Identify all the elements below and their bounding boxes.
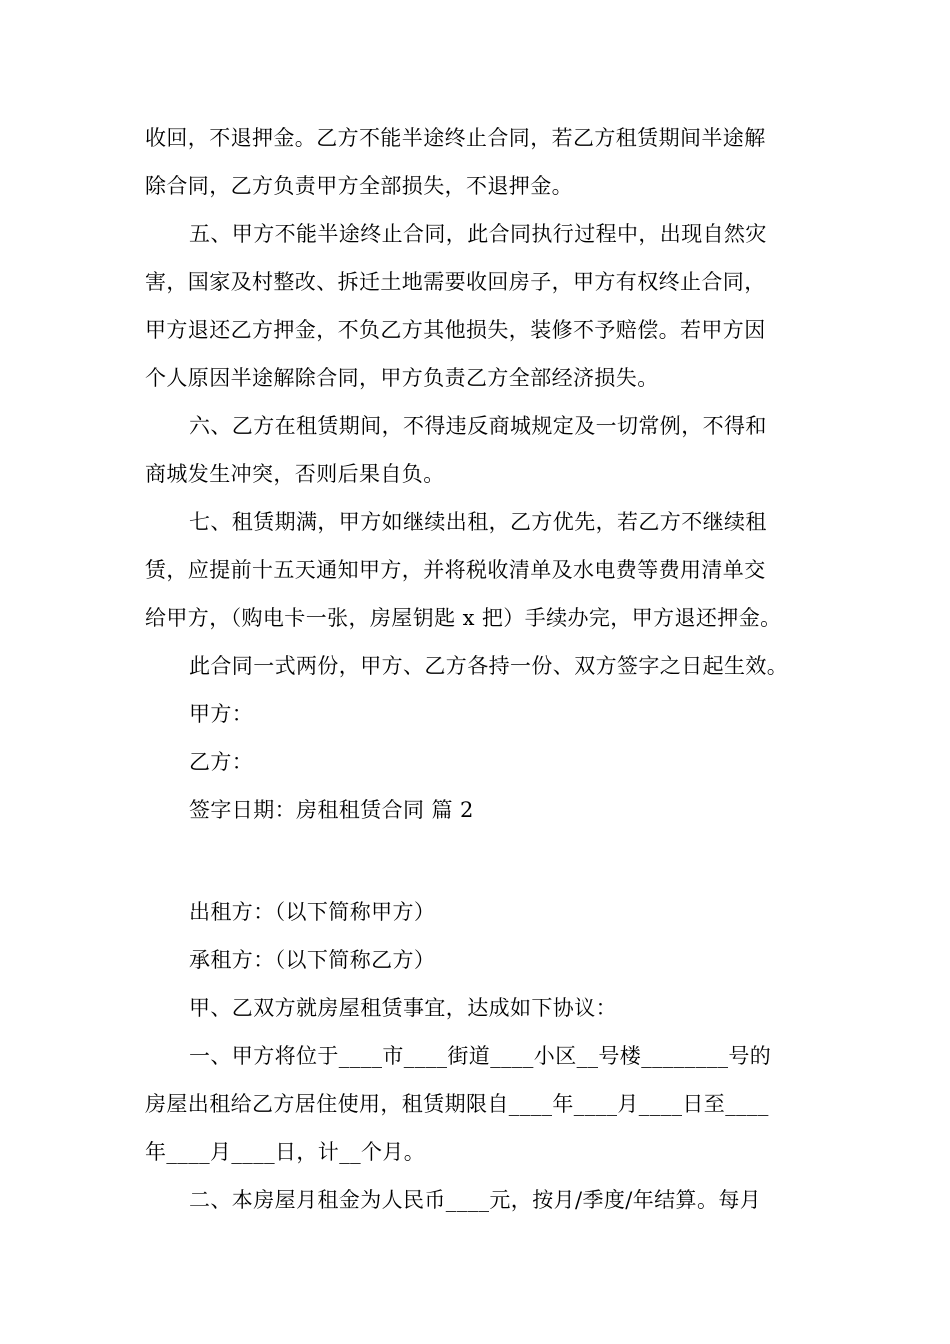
section-spacer (145, 834, 808, 888)
lessor-line: 出租方：（以下简称甲方） (189, 900, 436, 924)
party-b-signature: 乙方： (189, 750, 254, 774)
text-line: 赁，应提前十五天通知甲方，并将税收清单及水电费等费用清单交 (145, 558, 766, 582)
party-a-signature: 甲方： (189, 702, 254, 726)
text-line: 个人原因半途解除合同，甲方负责乙方全部经济损失。 (145, 366, 659, 390)
lessee-line: 承租方：（以下简称乙方） (189, 948, 436, 972)
clause-2-line: 二、本房屋月租金为人民币____元，按月/季度/年结算。每月 (189, 1188, 762, 1212)
clause-6-line: 六、乙方在租赁期间，不得违反商城规定及一切常例，不得和 (189, 414, 767, 438)
text-line: 房屋出租给乙方居住使用，租赁期限自____年____月____日至____ (145, 1092, 769, 1116)
contract-copies-line: 此合同一式两份，甲方、乙方各持一份、双方签字之日起生效。 (189, 654, 789, 678)
text-line: 收回，不退押金。乙方不能半途终止合同，若乙方租赁期间半途解 (145, 126, 766, 150)
signing-date-heading: 签字日期：房租租赁合同 篇 2 (189, 798, 474, 822)
clause-1-line: 一、甲方将位于____市____街道____小区__号楼________号的 (189, 1044, 772, 1068)
text-line: 年____月____日，计__个月。 (145, 1140, 426, 1164)
text-line: 除合同，乙方负责甲方全部损失，不退押金。 (145, 174, 573, 198)
agreement-intro: 甲、乙双方就房屋租赁事宜，达成如下协议： (189, 996, 617, 1020)
clause-5-line: 五、甲方不能半途终止合同，此合同执行过程中，出现自然灾 (189, 222, 767, 246)
text-line: 甲方退还乙方押金，不负乙方其他损失，装修不予赔偿。若甲方因 (145, 318, 766, 342)
clause-7-line: 七、租赁期满，甲方如继续出租，乙方优先，若乙方不继续租 (189, 510, 767, 534)
text-line: 害，国家及村整改、拆迁土地需要收回房子，甲方有权终止合同， (145, 270, 766, 294)
text-line: 给甲方，（购电卡一张，房屋钥匙 x 把）手续办完，甲方退还押金。 (145, 606, 782, 630)
text-line: 商城发生冲突，否则后果自负。 (145, 462, 445, 486)
